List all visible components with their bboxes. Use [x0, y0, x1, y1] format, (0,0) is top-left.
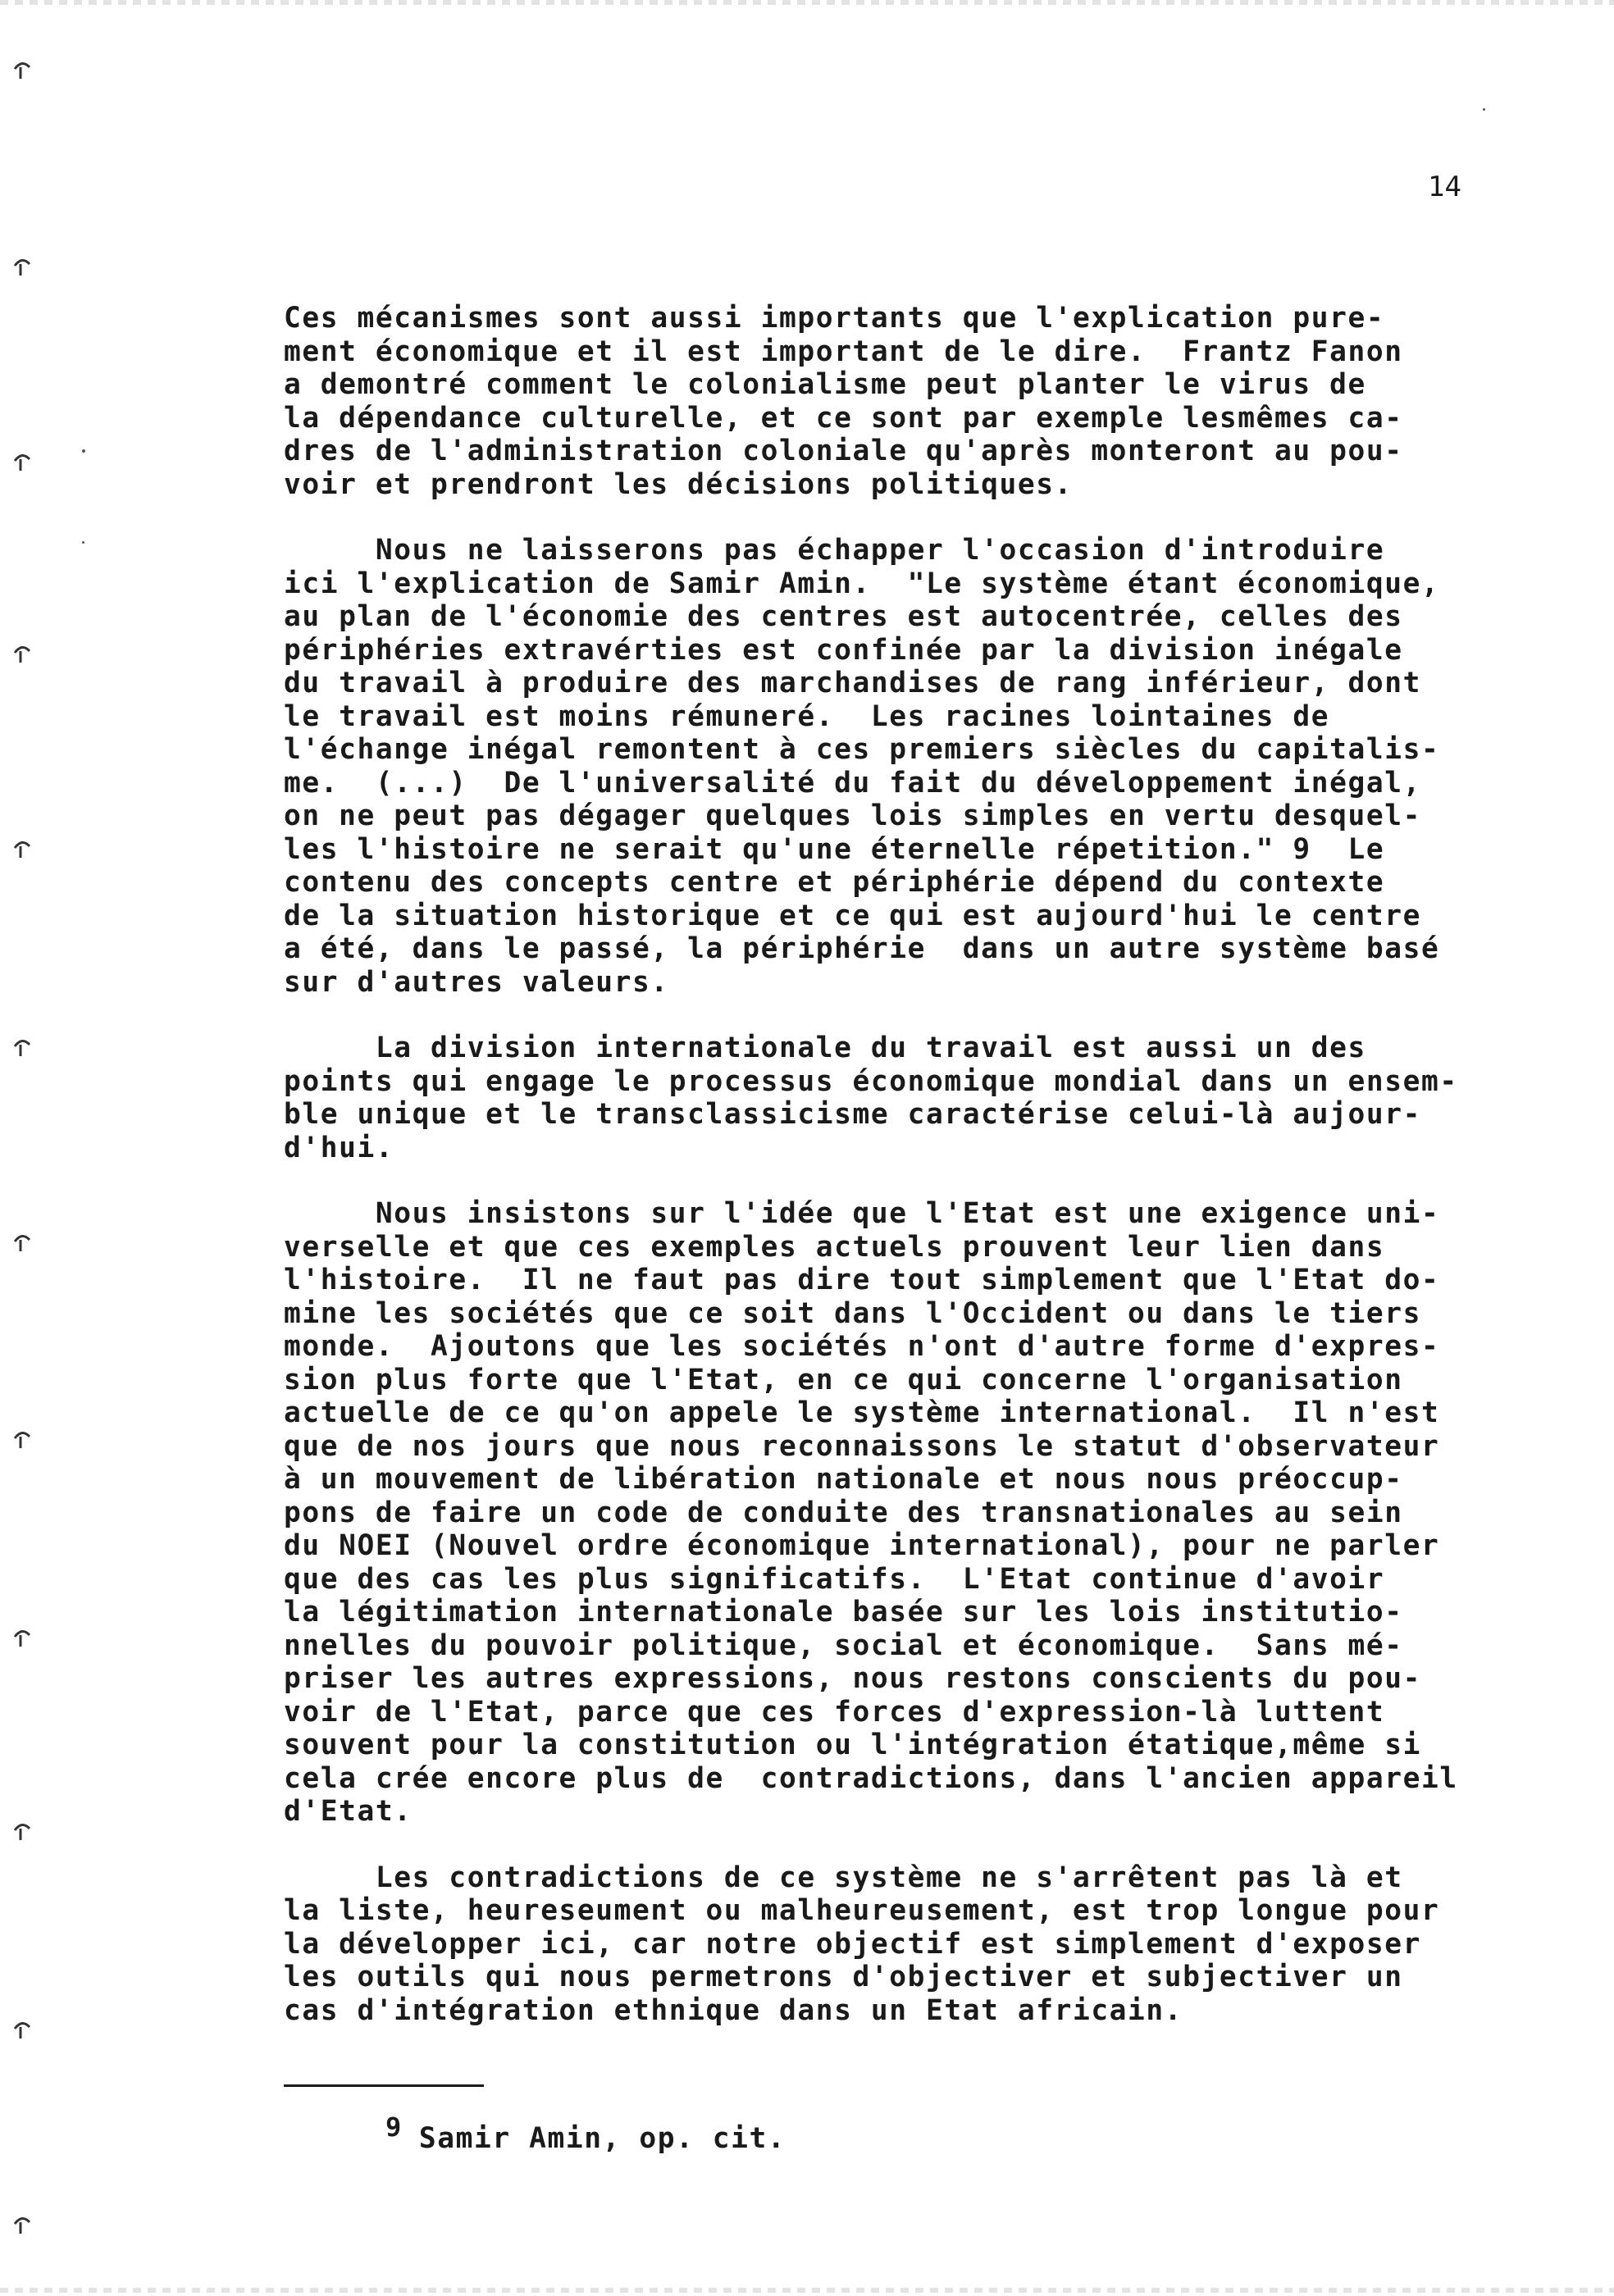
binder-hole-icon	[11, 1427, 33, 1450]
binder-hole-icon	[11, 836, 33, 859]
text-line: ici l'explication de Samir Amin. "Le système étant économique,	[284, 567, 1440, 600]
text-line: cas d'intégration ethnique dans un Etat africain.	[284, 1993, 1183, 2027]
paragraph	[284, 1197, 1563, 1829]
footnote-text: Samir Amin, op. cit.	[418, 2122, 786, 2155]
text-line: nnelles du pouvoir politique, social et économique. Sans mé-	[284, 1629, 1403, 1662]
paragraph	[284, 1032, 1563, 1164]
text-line: La division internationale du travail est aussi un des	[284, 1032, 1366, 1064]
text-line: pons de faire un code de conduite des transnationales au sein	[284, 1496, 1403, 1529]
text-line: Nous ne laisserons pas échapper l'occasion d'introduire	[284, 534, 1385, 567]
paragraph	[284, 1861, 1563, 2028]
body-text	[284, 302, 1563, 2027]
text-line: périphéries extravérties est confinée par la division inégale	[284, 633, 1403, 667]
paragraph	[284, 534, 1563, 999]
binder-hole-icon	[11, 57, 33, 80]
text-line: souvent pour la constitution ou l'intégration étatique,même si	[284, 1729, 1421, 1761]
text-line: les outils qui nous permetrons d'objectiver et subjectiver un	[284, 1961, 1403, 1993]
text-line: points qui engage le processus économique mondial dans un ensem-	[284, 1064, 1458, 1098]
text-line: du travail à produire des marchandises de rang inférieur, dont	[284, 667, 1421, 699]
binder-hole-icon	[11, 449, 33, 472]
binder-hole-icon	[11, 2212, 33, 2235]
text-line: à un mouvement de libération nationale et nous nous préoccup-	[284, 1463, 1403, 1496]
binder-hole-icon	[11, 254, 33, 277]
text-line: Les contradictions de ce système ne s'arrêtent pas là et	[284, 1861, 1403, 1894]
binder-hole-icon	[11, 1625, 33, 1648]
text-line: de la situation historique et ce qui est aujourd'hui le centre	[284, 899, 1421, 932]
paragraph	[284, 302, 1563, 501]
binder-hole-icon	[11, 1035, 33, 1058]
text-line: le travail est moins rémuneré. Les racines lointaines de	[284, 699, 1330, 733]
binder-hole-icon	[11, 1230, 33, 1253]
text-line: voir et prendront les décisions politiques.	[284, 467, 1073, 501]
text-line: la liste, heureseument ou malheureusement, est trop longue pour	[284, 1894, 1440, 1927]
text-line: dres de l'administration coloniale qu'après monteront au pou-	[284, 435, 1403, 467]
text-line: les l'histoire ne serait qu'une éternelle répetition." 9 Le	[284, 832, 1385, 866]
text-line: la dépendance culturelle, et ce sont par exemple lesmêmes ca-	[284, 401, 1403, 435]
text-line: du NOEI (Nouvel ordre économique international), pour ne parler	[284, 1529, 1440, 1562]
text-line: on ne peut pas dégager quelques lois simples en vertu desquel-	[284, 800, 1421, 832]
text-line: actuelle de ce qu'on appele le système international. Il n'est	[284, 1396, 1440, 1429]
text-line: priser les autres expressions, nous restons conscients du pou-	[284, 1662, 1421, 1695]
footnote	[385, 2112, 786, 2155]
text-line: me. (...) De l'universalité du fait du développement inégal,	[284, 766, 1421, 800]
footnote-mark: 9	[385, 2112, 403, 2143]
binder-hole-icon	[11, 1819, 33, 1842]
text-line: monde. Ajoutons que les sociétés n'ont d'autre forme d'expres-	[284, 1330, 1440, 1363]
text-line: la légitimation internationale basée sur les lois institutio-	[284, 1596, 1403, 1629]
text-line: contenu des concepts centre et périphérie dépend du contexte	[284, 866, 1385, 899]
text-line: verselle et que ces exemples actuels prouvent leur lien dans	[284, 1230, 1385, 1264]
scan-edge-bottom	[0, 2288, 1614, 2293]
text-line: au plan de l'économie des centres est autocentrée, celles des	[284, 600, 1403, 633]
text-line: l'échange inégal remontent à ces premiers siècles du capitalis-	[284, 733, 1440, 766]
binder-hole-icon	[11, 2017, 33, 2040]
text-line: ment économique et il est important de le dire. Frantz Fanon	[284, 335, 1403, 368]
scan-speck	[1483, 108, 1485, 111]
footnote-divider	[284, 2084, 484, 2087]
text-line: d'hui.	[284, 1131, 394, 1164]
scan-speck	[82, 541, 84, 544]
text-line: sur d'autres valeurs.	[284, 965, 669, 999]
text-line: l'histoire. Il ne faut pas dire tout simplement que l'Etat do-	[284, 1264, 1440, 1296]
text-line: que de nos jours que nous reconnaissons le statut d'observateur	[284, 1429, 1440, 1463]
text-line: mine les sociétés que ce soit dans l'Occident ou dans le tiers	[284, 1296, 1421, 1330]
text-line: Nous insistons sur l'idée que l'Etat est une exigence uni-	[284, 1197, 1440, 1230]
text-line: ble unique et le transclassicisme caractérise celui-là aujour-	[284, 1098, 1421, 1131]
text-line: a été, dans le passé, la périphérie dans un autre système basé	[284, 932, 1440, 965]
text-line: Ces mécanismes sont aussi importants que l'explication pure-	[284, 302, 1385, 335]
text-line: cela crée encore plus de contradictions, dans l'ancien appareil	[284, 1761, 1458, 1795]
scan-edge-top	[0, 0, 1614, 5]
text-line: la développer ici, car notre objectif est simplement d'exposer	[284, 1927, 1421, 1961]
scan-speck	[82, 449, 85, 453]
text-line: que des cas les plus significatifs. L'Etat continue d'avoir	[284, 1562, 1385, 1596]
text-line: d'Etat.	[284, 1795, 413, 1828]
page-number: 14	[1428, 171, 1461, 203]
binder-hole-icon	[11, 641, 33, 664]
text-line: a demontré comment le colonialisme peut planter le virus de	[284, 368, 1366, 401]
text-line: voir de l'Etat, parce que ces forces d'expression-là luttent	[284, 1695, 1385, 1729]
text-line: sion plus forte que l'Etat, en ce qui concerne l'organisation	[284, 1363, 1403, 1396]
